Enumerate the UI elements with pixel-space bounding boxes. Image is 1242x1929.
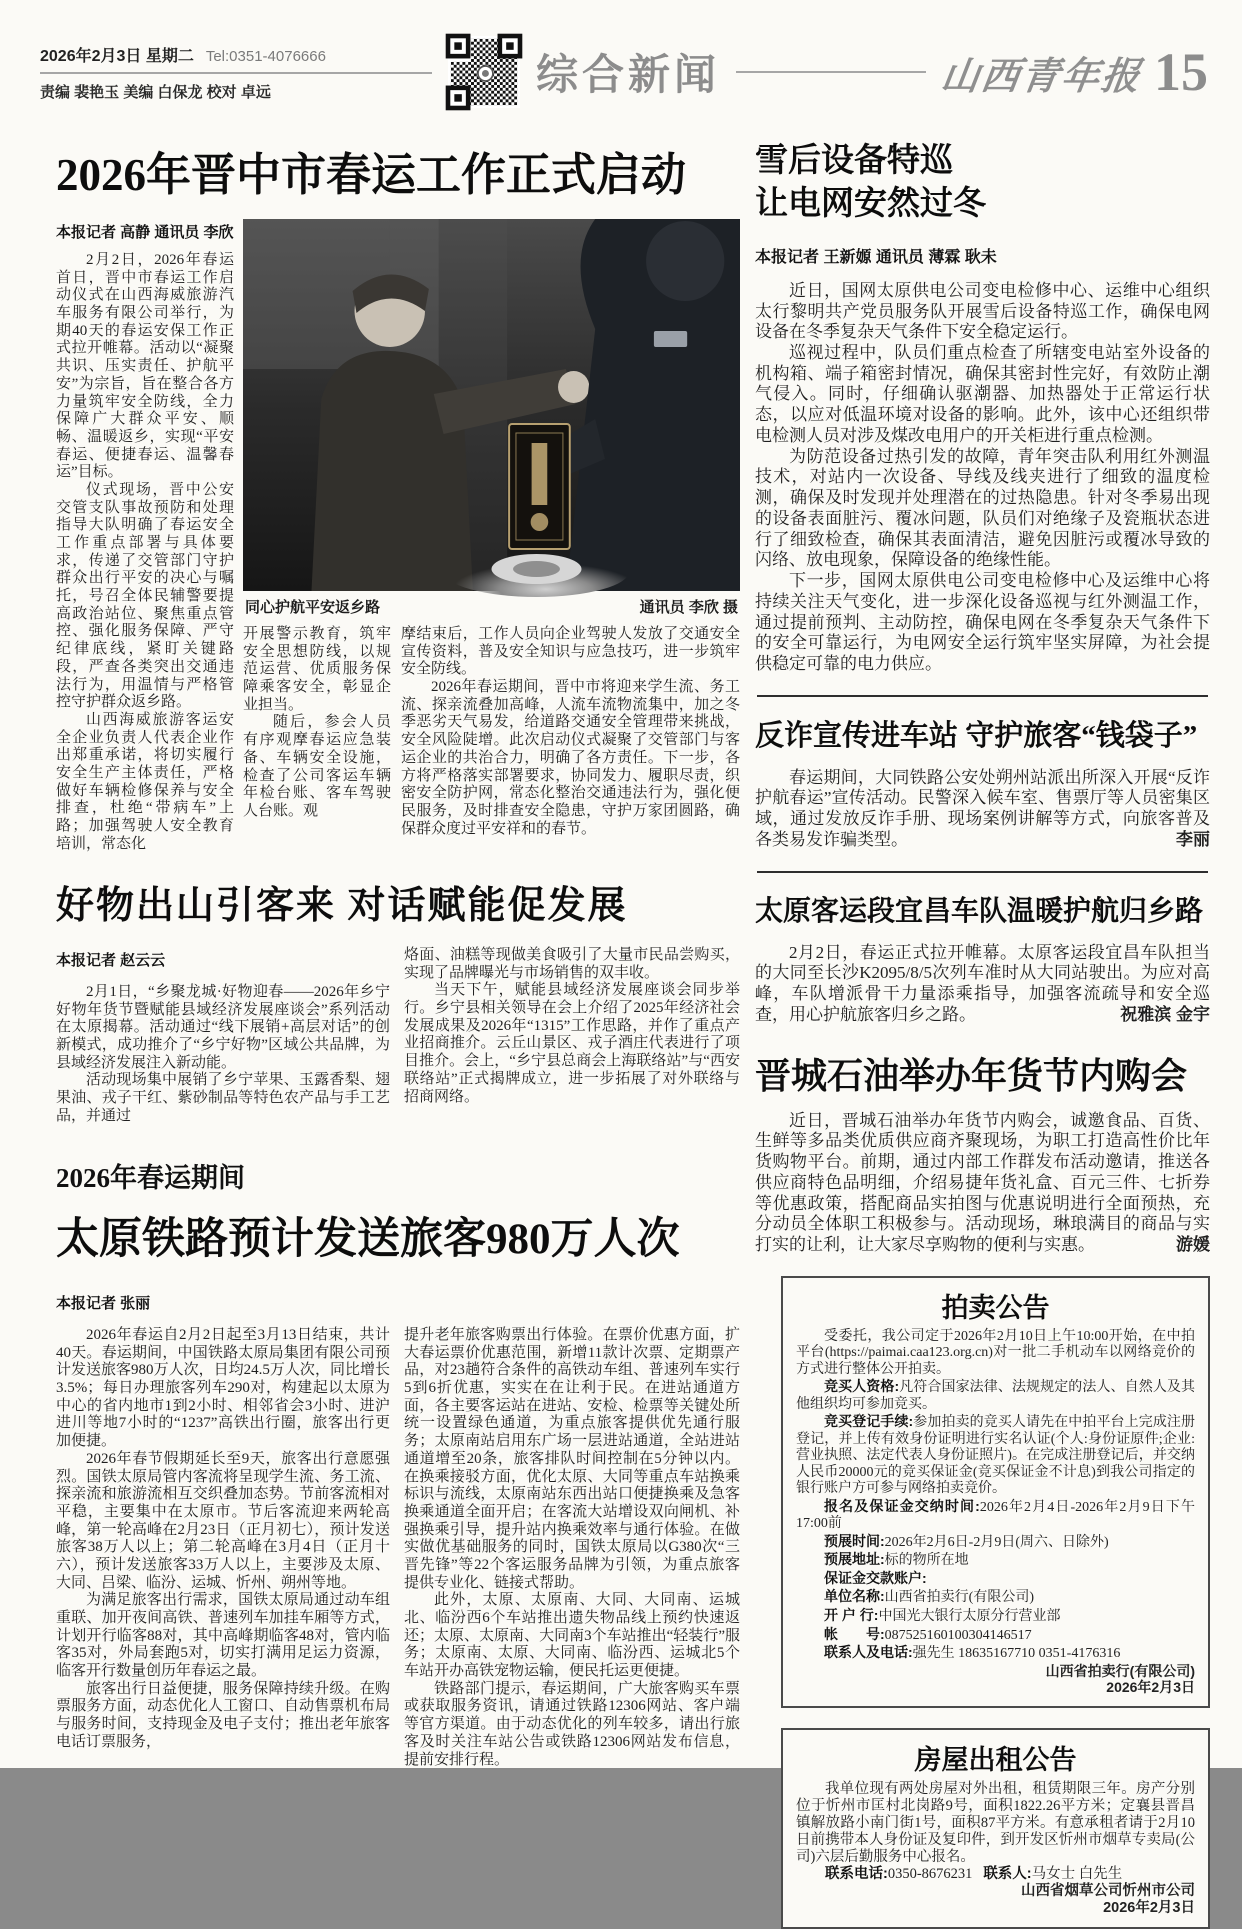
headline-line-1: 雪后设备特巡 bbox=[755, 143, 953, 179]
body-paragraph: 当天下午，赋能县域经济发展座谈会同步举行。乡宁县相关领导在会上介绍了2025年经济社会发展成果及2026年“1315”工作思路，并作了重点产业招商推介。云丘山景区、戎子酒庄代表进行了项目推介。会上，“乡宁县总商会上海联络站”与“西安联络站”正式揭牌成立，进一步拓展了对外联络与招商网络。 bbox=[404, 982, 740, 1105]
body-paragraph: 开展警示教育，筑牢安全思想防线，以规范运营、优质服务保障乘客安全，彰显企业担当。 bbox=[243, 626, 391, 713]
notice-issuer: 山西省烟草公司忻州市公司 bbox=[1021, 1883, 1195, 1900]
field-value: 马女士 白先生 bbox=[1031, 1866, 1123, 1883]
field-label: 保证金交款账户: bbox=[824, 1569, 927, 1586]
body-paragraph: 随后，参会人员有序观摩春运应急装备、车辆安全设施，检查了公司客运车辆年检台账、客车驾驶人台账。观 bbox=[243, 714, 391, 819]
field-label: 预展时间: bbox=[824, 1532, 885, 1549]
article-separator bbox=[757, 695, 1208, 697]
article-separator bbox=[757, 871, 1208, 873]
paragraph-text: 2月2日，春运正式拉开帷幕。太原客运段宜昌车队担当的大同至长沙K2095/8/5次列车准时从大同站驶出。为应对高峰，车队增派骨干力量添乘指导，加强客流疏导和安全巡查，用心护航旅客归乡之路。 bbox=[755, 942, 1210, 1024]
paragraph-text: 春运期间，大同铁路公安处朔州站派出所深入开展“反诈护航春运”宣传活动。民警深入候车室、售票厅等人员密集区域，通过发放反诈手册、现场案例讲解等方式，向旅客普及各类易发诈骗类型。 bbox=[755, 767, 1210, 849]
article-body bbox=[56, 1327, 740, 1769]
article-body bbox=[56, 219, 740, 853]
photo-caption: 同心护航平安返乡路 bbox=[245, 599, 381, 616]
field-value: 087525160100304146517 bbox=[884, 1627, 1032, 1643]
body-paragraph bbox=[755, 943, 1210, 1026]
field-value: 0350-8676231 bbox=[887, 1866, 973, 1883]
body-paragraph: 2026年春节假期延长至9天，旅客出行意愿强烈。国铁太原局管内客流将呈现学生流、务工流、探亲流和旅游流相互交织叠加态势。节前客流相对平稳，主要集中在太原市。节后客流迎来两轮高峰，第一轮高峰在2月23日（正月初七），预计发送旅客38万人以上；第二轮高峰在3月4日（正月十六），预计发送旅客33万人以上，主要涉及太原、大同、吕梁、临汾、运城、忻州、朔州等地。 bbox=[56, 1450, 390, 1591]
notice-field bbox=[796, 1644, 1195, 1663]
article-jinzhong-chunyun-launch bbox=[56, 138, 740, 853]
notice-title: 房屋出租公告 bbox=[914, 1744, 1077, 1775]
article-yichang-crew bbox=[755, 889, 1210, 1026]
article-anti-fraud bbox=[755, 713, 1210, 851]
article-column-1 bbox=[56, 1327, 390, 1769]
body-paragraph bbox=[755, 768, 1210, 851]
notice-field bbox=[796, 1588, 1195, 1607]
header-left-block bbox=[40, 43, 432, 102]
notice-field bbox=[796, 1866, 1195, 1883]
body-paragraph bbox=[755, 1111, 1210, 1256]
body-paragraph: 近日，国网太原供电公司变电检修中心、运维中心组织太行黎明共产党员服务队开展雪后设备特巡工作，确保电网设备在冬季复杂天气条件下安全稳定运行。 bbox=[755, 280, 1210, 342]
field-label: 预展地址: bbox=[824, 1551, 885, 1568]
article-column-1 bbox=[56, 945, 390, 1126]
body-paragraph: 为防范设备过热引发的故障，青年突击队利用红外测温技术，对站内一次设备、导线及线夹进行了细致的温度检测，确保及时发现并处理潜在的过热隐患。针对冬季易出现的设备表面脏污、覆冰问题，队员们对绝缘子及瓷瓶状态进行了细致检查，确保其表面清洁，避免因脏污或覆冰导致的闪络、放电现象，保障设备的绝缘性能。 bbox=[755, 446, 1210, 570]
notice-field bbox=[796, 1378, 1195, 1413]
article-headline: 晋城石油举办年货节内购会 bbox=[755, 1055, 1188, 1096]
article-column-3 bbox=[401, 626, 740, 838]
notice-field bbox=[796, 1570, 1195, 1589]
notice-date: 2026年2月3日 bbox=[1103, 1900, 1195, 1917]
body-paragraph: 为满足旅客出行需求，国铁太原局通过动车组重联、加开夜间高铁、普速列车加挂车厢等方式，计划开行临客88对，其中高峰期临客48对，管内临客35对，外局套跑5对，切实打满用足运力资源，临客开行数量创历年春运之最。 bbox=[56, 1592, 390, 1680]
article-photo-area bbox=[243, 219, 740, 853]
body-paragraph: 2026年春运期间，晋中市将迎来学生流、务工流、探亲流叠加高峰，人流车流物流集中，加之冬季恶劣天气易发，给道路交通安全管理带来挑战，安全风险陡增。此次启动仪式凝聚了交管部门与客运企业的共治合力，明确了各方责任。下一步，各方将严格落实部署要求，协同发力、履职尽责，织密安全防护网，常态化整治交通违法行为，强化便民服务，及时排查安全隐患，守护万家团圆路，确保群众度过平安祥和的春节。 bbox=[401, 679, 740, 837]
page-number: 15 bbox=[1154, 42, 1208, 102]
article-byline: 本报记者 高静 通讯员 李欣 bbox=[56, 224, 234, 241]
date-row bbox=[40, 43, 432, 66]
field-label: 竞买登记手续: bbox=[824, 1413, 914, 1430]
body-paragraph: 摩结束后，工作人员向企业驾驶人发放了交通安全宣传资料，普及安全知识与应急技巧，进一步筑牢安全防线。 bbox=[401, 626, 740, 678]
section-title: 综合新闻 bbox=[536, 51, 721, 98]
field-label: 单位名称: bbox=[824, 1588, 885, 1605]
article-xiangning-goods bbox=[56, 872, 740, 1126]
article-jincheng-petroleum-fair bbox=[755, 1048, 1210, 1256]
notice-date: 2026年2月3日 bbox=[1106, 1679, 1195, 1696]
author-signature: 祝雅滨 金宇 bbox=[1120, 1004, 1210, 1024]
body-paragraph: 旅客出行日益便捷，服务保障持续升级。在购票服务方面，动态优化人工窗口、自动售票机布局与服务时间，支持现金及电子支付；推出老年旅客电话订票服务， bbox=[56, 1680, 390, 1750]
newspaper-masthead-logo: 山西青年报 bbox=[938, 55, 1145, 98]
body-paragraph: 山西海威旅游客运安全企业负责人代表企业作出郑重承诺，将切实履行安全生产主体责任，严格做好车辆检修保养与安全排查，杜绝“带病车”上路；加强驾驶人安全教育培训，常态化 bbox=[56, 711, 234, 852]
notice-field bbox=[796, 1533, 1195, 1552]
editorial-staff: 责编 裴艳玉 美编 白保龙 校对 卓远 bbox=[40, 83, 271, 101]
body-paragraph: 2月1日，“乡聚龙城·好物迎春——2026年乡宁好物年货节暨赋能县域经济发展座谈会”系列活动在太原揭幕。活动通过“线下展销+高层对话”的创新模式，成功推介了“乡宁好物”区域公共品牌，为县域经济发展注入新动能。 bbox=[56, 984, 390, 1071]
contact-phone: Tel:0351-4076666 bbox=[205, 47, 326, 65]
article-headline: 反诈宣传进车站 守护旅客“钱袋子” bbox=[755, 719, 1198, 752]
notice-field bbox=[796, 1607, 1195, 1626]
rental-notice-box bbox=[781, 1728, 1210, 1929]
article-column-2 bbox=[404, 945, 740, 1126]
field-label: 联系人: bbox=[983, 1866, 1032, 1883]
field-value: 凡符合国家法律、法规规定的法人、自然人及其他组织均可参加竞买。 bbox=[796, 1380, 1196, 1412]
article-headline: 太原铁路预计发送旅客980万人次 bbox=[56, 1216, 680, 1263]
article-body bbox=[56, 945, 740, 1126]
author-signature: 游媛 bbox=[1176, 1235, 1210, 1255]
header-divider bbox=[40, 72, 432, 74]
field-label: 开 户 行: bbox=[824, 1607, 879, 1623]
article-headline: 2026年晋中市春运工作正式启动 bbox=[56, 150, 687, 200]
notice-paragraph: 我单位现有两处房屋对外出租，租赁期限三年。房产分别位于忻州市匡村北岗路9号，面积1822.26平方米；定襄县晋昌镇解放路小南门街1号，面积87平方米。有意承租者请于2月10日前携带本人身份证及复印件，到开发区忻州市烟草专卖局(公司)六层后勤服务中心报名。 bbox=[796, 1780, 1195, 1866]
body-paragraph: 提升老年旅客购票出行体验。在票价优惠方面，扩大春运票价优惠范围，新增11款计次票、定期票产品，对23趟符合条件的高铁动车组、普速列车实行5到6折优惠，实实在在让利于民。在进站通道方面，各主要客运站在进站、安检、检票等关键处所统一设置绿色通道，为重点旅客提供优先通行服务；太原南站启用东广场一层进站通道，全站进站通道增至20条，旅客排队时间控制在5分钟以内。在换乘接驳方面，优化太原、大同等重点车站换乘标识与流线，太原南站东西出站口便捷换乘及急客换乘通道全面开启；在客流大站增设双向闸机、补强换乘引导，提升站内换乘效率与通行体验。在做实做优基础服务的同时，国铁太原局以G380次“三晋先锋”等22个客运服务品牌为引领，为重点旅客提供专业化、链接式帮助。 bbox=[404, 1327, 740, 1591]
notice-issuer: 山西省拍卖行(有限公司) bbox=[1045, 1662, 1195, 1679]
article-kicker: 2026年春运期间 bbox=[56, 1163, 245, 1193]
article-headline bbox=[755, 140, 1210, 226]
field-label: 联系电话: bbox=[825, 1866, 888, 1883]
photo-caption-row bbox=[243, 591, 740, 626]
article-lower-columns bbox=[243, 626, 740, 838]
issue-date: 2026年2月3日 星期二 bbox=[40, 47, 194, 65]
article-column-2 bbox=[404, 1327, 740, 1769]
body-paragraph: 2026年春运自2月2日起至3月13日结束，共计40天。春运期间，中国铁路太原局集团有限公司预计发送旅客980万人次，日均24.5万人次，同比增长3.5%；每日办理旅客列车290对，构建起以太原为中心的省内地市1到2小时、相邻省会3小时、进沪进川等地7小时的“1237”高铁出行圈，旅客出行更加便捷。 bbox=[56, 1327, 390, 1450]
news-photo bbox=[243, 219, 740, 591]
body-paragraph: 仪式现场，晋中公安交管支队事故预防和处理指导大队明确了春运安全工作重点部署与具体要求，传递了交管部门守护群众出行平安的决心与嘱托，号召全体民辅警要提高政治站位、聚焦重点管控、强化服务保障、严守纪律底线，紧盯关键路段，严查各类突出交通违法行为，用温情与严格管控守护群众返乡路。 bbox=[56, 481, 234, 711]
body-paragraph: 活动现场集中展销了乡宁苹果、玉露香梨、翅果油、戎子干红、紫砂制品等特色农产品与手工艺品，并通过 bbox=[56, 1072, 390, 1124]
article-column-1 bbox=[56, 219, 234, 853]
notice-field bbox=[796, 1413, 1195, 1498]
article-grid-snow-patrol bbox=[755, 140, 1210, 675]
field-label: 竞买人资格: bbox=[824, 1378, 900, 1395]
article-byline: 本报记者 赵云云 bbox=[56, 952, 166, 969]
field-label: 帐 号: bbox=[824, 1625, 885, 1642]
body-paragraph: 此外，太原、太原南、大同、大同南、运城北、临汾西6个车站推出遗失物品线上预约快速返还；太原、太原南、大同南3个车站推出“轻装行”服务；太原南、太原、大同南、临汾西、运城北5个车站开办高铁宠物运输，便民托运更便捷。 bbox=[404, 1592, 740, 1680]
notice-title: 拍卖公告 bbox=[941, 1292, 1050, 1323]
photo-credit: 通讯员 李欣 摄 bbox=[639, 599, 738, 616]
article-taiyuan-railway-forecast bbox=[56, 1156, 740, 1769]
article-headline: 太原客运段宜昌车队温暖护航归乡路 bbox=[755, 895, 1204, 927]
auction-notice-box bbox=[781, 1276, 1210, 1708]
headline-line-2: 让电网安然过冬 bbox=[755, 185, 986, 222]
article-byline: 本报记者 王新嫄 通讯员 薄霖 耿未 bbox=[755, 248, 997, 266]
field-value: 强先生 18635167710 0351-4176316 bbox=[912, 1646, 1121, 1662]
page-header bbox=[40, 36, 1208, 108]
field-value: 2026年2月4日-2026年2月9日下午17:00前 bbox=[796, 1499, 1195, 1532]
paragraph-text: 近日，晋城石油举办年货节内购会，诚邀食品、百货、生鲜等多品类优质供应商齐聚现场，为职工打造高性价比年货购物平台。前期，通过内部工作群发布活动邀请，推送各供应商特色品明细，介绍易捷年货礼盒、百元三件、七折券等优惠政策，搭配商品实拍图与优惠说明进行全面预热，充分动员全体职工积极参与。活动现场，琳琅满目的商品与实打实的让利，让大家尽享购物的便利与实惠。 bbox=[755, 1110, 1210, 1255]
body-paragraph: 下一步，国网太原供电公司变电检修中心及运维中心将持续关注天气变化，进一步深化设备巡视与红外测温工作，通过提前预判、主动防控，确保电网在冬季复杂天气条件下的安全可靠运行，为电网安全运行筑牢坚实屏障，为社会提供稳定可靠的电力供应。 bbox=[755, 571, 1210, 673]
article-headline: 好物出山引客来 对话赋能促发展 bbox=[56, 885, 628, 927]
right-column bbox=[755, 140, 1210, 1929]
author-signature: 李丽 bbox=[1176, 829, 1210, 849]
article-column-2 bbox=[243, 626, 391, 838]
field-value: 中国光大银行太原分行营业部 bbox=[878, 1609, 1061, 1624]
notice-field bbox=[796, 1551, 1195, 1570]
body-paragraph: 巡视过程中，队员们重点检查了所辖变电站室外设备的机构箱、端子箱密封情况，确保其密封性完好，有效防止潮气侵入。同时，仔细确认驱潮器、加热器处于正常运行状态，以应对低温环境对设备的影响。此外，该中心还组织带电检测人员对涉及煤改电用户的开关柜进行重点检测。 bbox=[755, 342, 1210, 445]
field-value: 山西省拍卖行(有限公司) bbox=[884, 1590, 1034, 1606]
notice-paragraph: 受委托，我公司定于2026年2月10日上午10:00开始，在中拍平台(https://paimai.caa123.org.cn)对一批二手机动车以网络竞价的方式进行整体公开拍卖。 bbox=[796, 1328, 1195, 1377]
field-value: 2026年2月6日-2月9日(周六、日除外) bbox=[884, 1534, 1109, 1550]
body-paragraph: 2月2日，2026年春运首日，晋中市春运工作启动仪式在山西海威旅游汽车服务有限公司举行，为期40天的春运安保工作正式拉开帷幕。活动以“凝聚共识、压实责任、护航平安”为宗旨，旨在整合各方力量筑牢安全防线，全力保障广大群众平安、顺畅、温暖返乡，实现“平安春运、便捷春运、温馨春运”目标。 bbox=[56, 252, 234, 481]
field-label: 报名及保证金交纳时间: bbox=[824, 1497, 980, 1514]
article-byline: 本报记者 张丽 bbox=[56, 1295, 151, 1312]
body-paragraph: 烙面、油糕等现做美食吸引了大量市民品尝购买，实现了品牌曝光与市场销售的双丰收。 bbox=[404, 947, 740, 981]
body-paragraph: 铁路部门提示，春运期间，广大旅客购买车票或获取服务资讯，请通过铁路12306网站、客户端等官方渠道。由于动态优化的列车较多，请出行旅客及时关注车站公告或铁路12306网站发布信息，提前安排行程。 bbox=[404, 1680, 740, 1768]
notice-field bbox=[796, 1498, 1195, 1533]
notice-field bbox=[796, 1626, 1195, 1645]
qr-code-icon bbox=[448, 36, 520, 108]
field-value: 参加拍卖的竞买人请先在中拍平台上完成注册登记，并上传有效身份证明进行实名认证(个人:身份证原件;企业:营业执照、法定代表人身份证照片)。在完成注册登记后，并交纳人民币20000元的竞买保证金(竞买保证金不计息)到我公司指定的银行账户方可参与网络拍卖竞价。 bbox=[796, 1415, 1195, 1497]
field-value: 标的物所在地 bbox=[884, 1553, 969, 1569]
field-label: 联系人及电话: bbox=[824, 1644, 913, 1661]
header-rule-line bbox=[736, 71, 926, 73]
